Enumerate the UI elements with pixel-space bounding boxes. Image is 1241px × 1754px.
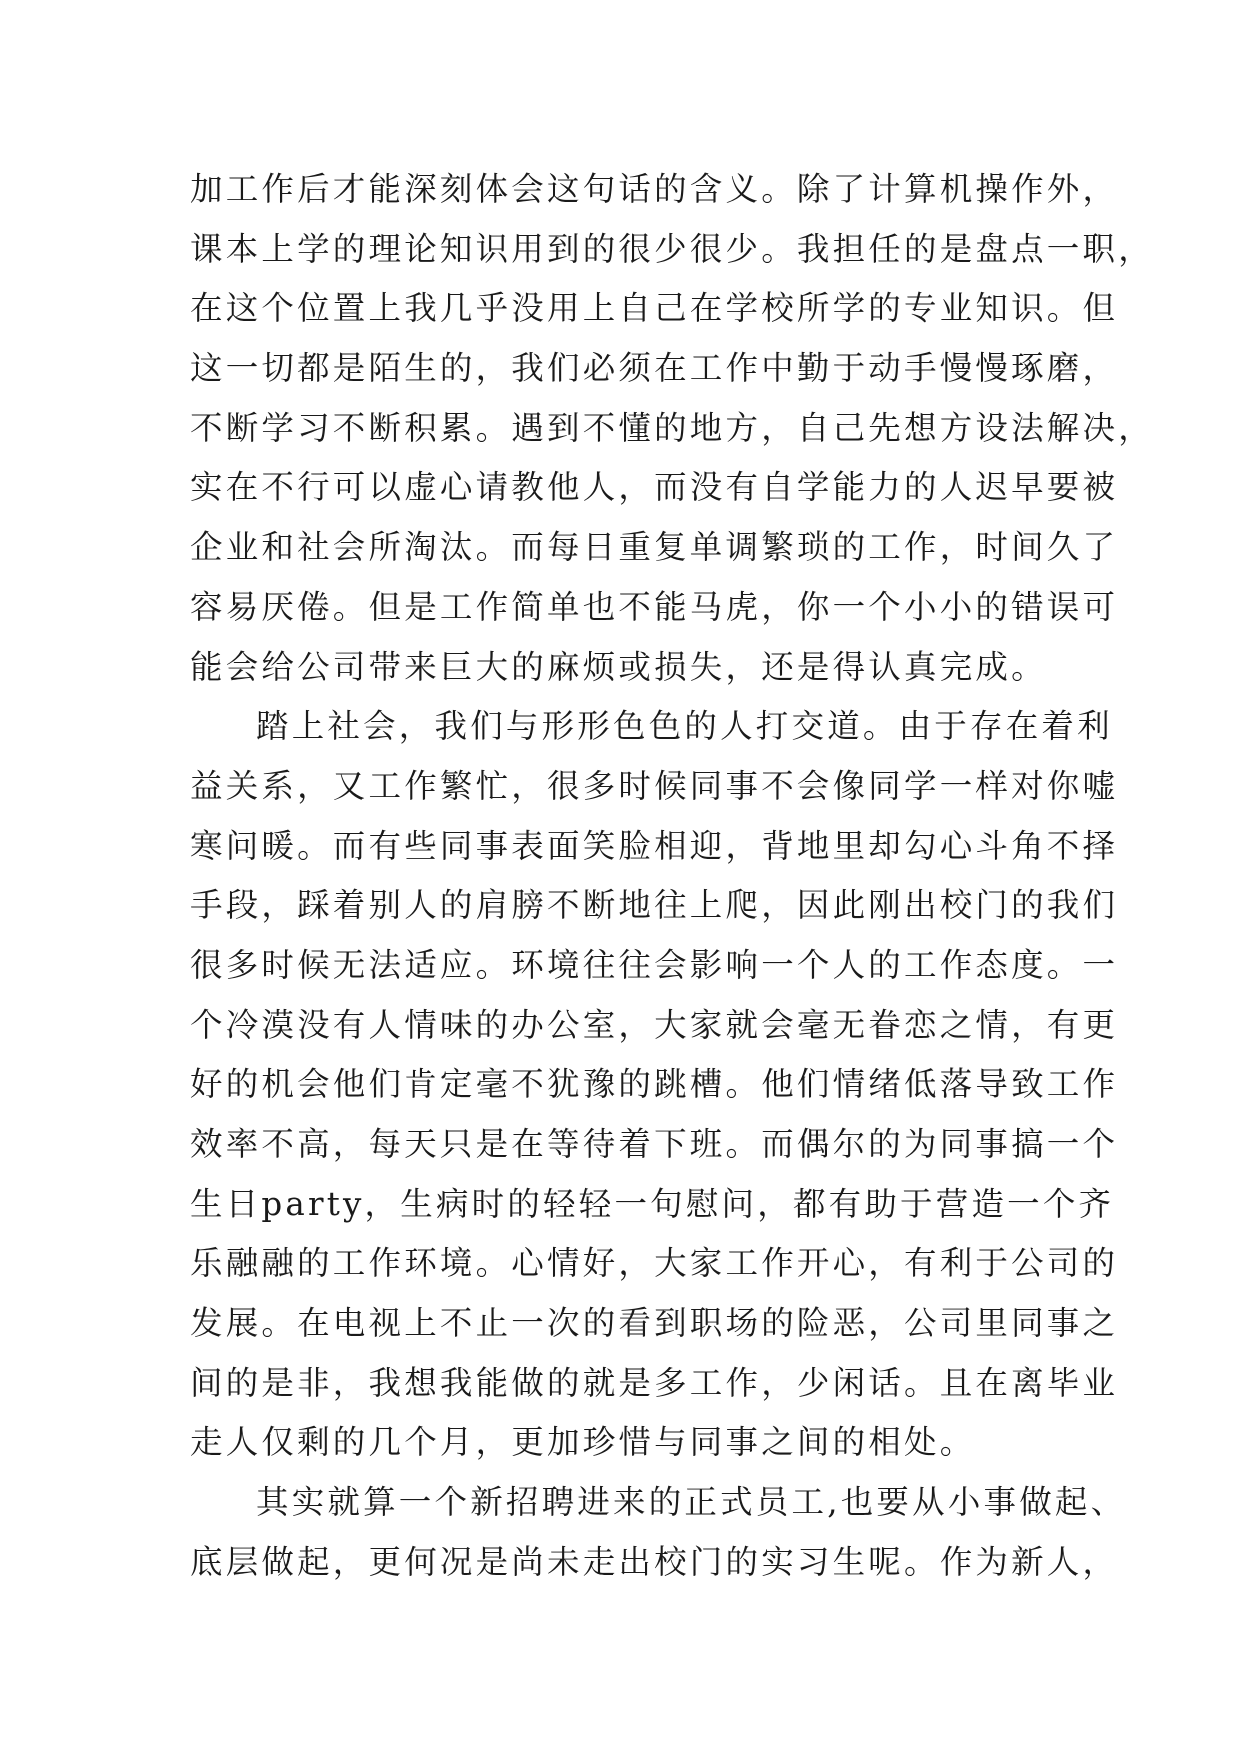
text-line: 容易厌倦。但是工作简单也不能马虎，你一个小小的错误可 bbox=[190, 587, 1119, 626]
paragraph-start-line: 踏上社会，我们与形形色色的人打交道。由于存在着利 bbox=[256, 707, 1113, 746]
document-body bbox=[190, 160, 1154, 1593]
text-line: 益关系，又工作繁忙，很多时候同事不会像同学一样对你嘘 bbox=[190, 766, 1119, 805]
text-line: 加工作后才能深刻体会这句话的含义。除了计算机操作外， bbox=[190, 170, 1119, 208]
text-line: 实在不行可以虚心请教他人，而没有自学能力的人迟早要被 bbox=[190, 468, 1119, 507]
text-line: 不断学习不断积累。遇到不懂的地方，自己先想方设法解决， bbox=[190, 408, 1154, 447]
text-line: 好的机会他们肯定毫不犹豫的跳槽。他们情绪低落导致工作 bbox=[190, 1065, 1119, 1104]
text-line: 间的是非，我想我能做的就是多工作，少闲话。且在离毕业 bbox=[190, 1363, 1119, 1402]
text-line: 在这个位置上我几乎没用上自己在学校所学的专业知识。但 bbox=[190, 289, 1119, 328]
text-line: 乐融融的工作环境。心情好，大家工作开心，有利于公司的 bbox=[190, 1244, 1119, 1283]
text-line: 寒问暖。而有些同事表面笑脸相迎，背地里却勾心斗角不择 bbox=[190, 826, 1119, 865]
text-line: 生日party，生病时的轻轻一句慰问，都有助于营造一个齐 bbox=[190, 1184, 1115, 1223]
text-line: 效率不高，每天只是在等待着下班。而偶尔的为同事搞一个 bbox=[190, 1125, 1119, 1163]
text-line: 这一切都是陌生的，我们必须在工作中勤于动手慢慢琢磨， bbox=[190, 349, 1119, 388]
text-line: 手段，踩着别人的肩膀不断地往上爬，因此刚出校门的我们 bbox=[190, 886, 1119, 925]
text-line: 底层做起，更何况是尚未走出校门的实习生呢。作为新人， bbox=[190, 1542, 1119, 1581]
text-line: 能会给公司带来巨大的麻烦或损失，还是得认真完成。 bbox=[190, 647, 1047, 686]
text-line: 走人仅剩的几个月，更加珍惜与同事之间的相处。 bbox=[190, 1423, 976, 1462]
text-line: 个冷漠没有人情味的办公室，大家就会毫无眷恋之情，有更 bbox=[190, 1005, 1119, 1044]
text-line: 发展。在电视上不止一次的看到职场的险恶，公司里同事之 bbox=[190, 1304, 1119, 1343]
paragraph-start-line: 其实就算一个新招聘进来的正式员工,也要从小事做起、 bbox=[256, 1483, 1127, 1522]
text-line: 很多时候无法适应。环境往往会影响一个人的工作态度。一 bbox=[190, 945, 1119, 984]
text-line: 课本上学的理论知识用到的很少很少。我担任的是盘点一职， bbox=[190, 229, 1154, 268]
text-line: 企业和社会所淘汰。而每日重复单调繁琐的工作，时间久了 bbox=[190, 528, 1119, 567]
